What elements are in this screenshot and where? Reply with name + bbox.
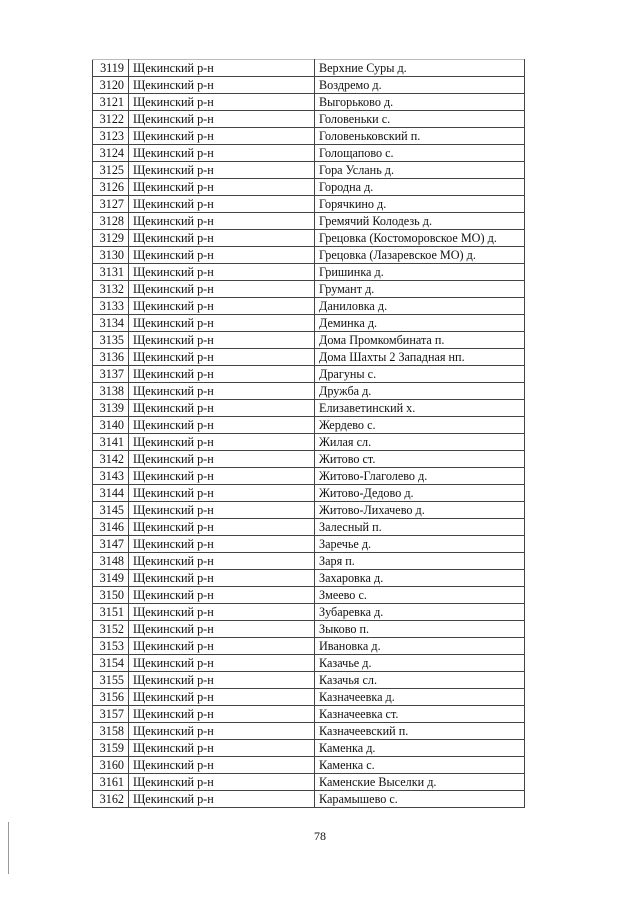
settlement-cell: Городна д. — [315, 179, 525, 196]
district-cell: Щекинский р-н — [129, 94, 315, 111]
district-cell: Щекинский р-н — [129, 621, 315, 638]
settlement-cell: Казачье д. — [315, 655, 525, 672]
row-number: 3127 — [93, 196, 129, 213]
district-cell: Щекинский р-н — [129, 774, 315, 791]
settlement-cell: Карамышево с. — [315, 791, 525, 808]
row-number: 3140 — [93, 417, 129, 434]
table-row — [93, 553, 525, 570]
settlement-cell: Казначеевский п. — [315, 723, 525, 740]
district-cell: Щекинский р-н — [129, 757, 315, 774]
district-cell: Щекинский р-н — [129, 434, 315, 451]
row-number: 3152 — [93, 621, 129, 638]
row-number: 3122 — [93, 111, 129, 128]
district-cell: Щекинский р-н — [129, 587, 315, 604]
district-cell: Щекинский р-н — [129, 230, 315, 247]
row-number: 3141 — [93, 434, 129, 451]
row-number: 3153 — [93, 638, 129, 655]
table-row — [93, 621, 525, 638]
table-row — [93, 281, 525, 298]
row-number: 3130 — [93, 247, 129, 264]
district-cell: Щекинский р-н — [129, 451, 315, 468]
settlement-cell: Головеньковский п. — [315, 128, 525, 145]
row-number: 3159 — [93, 740, 129, 757]
settlement-cell: Грецовка (Костоморовское МО) д. — [315, 230, 525, 247]
district-cell: Щекинский р-н — [129, 111, 315, 128]
district-cell: Щекинский р-н — [129, 638, 315, 655]
row-number: 3132 — [93, 281, 129, 298]
district-cell: Щекинский р-н — [129, 672, 315, 689]
district-cell: Щекинский р-н — [129, 791, 315, 808]
settlement-cell: Дома Промкомбината п. — [315, 332, 525, 349]
row-number: 3157 — [93, 706, 129, 723]
row-number: 3160 — [93, 757, 129, 774]
settlement-cell: Даниловка д. — [315, 298, 525, 315]
settlement-cell: Дружба д. — [315, 383, 525, 400]
district-cell: Щекинский р-н — [129, 77, 315, 94]
row-number: 3151 — [93, 604, 129, 621]
row-number: 3128 — [93, 213, 129, 230]
table-row — [93, 740, 525, 757]
row-number: 3133 — [93, 298, 129, 315]
row-number: 3134 — [93, 315, 129, 332]
table-row — [93, 162, 525, 179]
district-cell: Щекинский р-н — [129, 570, 315, 587]
table-row — [93, 366, 525, 383]
table-row — [93, 128, 525, 145]
table-row — [93, 94, 525, 111]
settlement-cell: Житово-Глаголево д. — [315, 468, 525, 485]
row-number: 3161 — [93, 774, 129, 791]
table-row — [93, 179, 525, 196]
page-number: 78 — [314, 829, 326, 843]
table-row — [93, 60, 525, 77]
row-number: 3123 — [93, 128, 129, 145]
district-cell: Щекинский р-н — [129, 315, 315, 332]
district-cell: Щекинский р-н — [129, 366, 315, 383]
table-row — [93, 757, 525, 774]
district-cell: Щекинский р-н — [129, 179, 315, 196]
table-row — [93, 723, 525, 740]
table-row — [93, 111, 525, 128]
table-row — [93, 672, 525, 689]
district-cell: Щекинский р-н — [129, 485, 315, 502]
district-cell: Щекинский р-н — [129, 604, 315, 621]
district-cell: Щекинский р-н — [129, 196, 315, 213]
district-cell: Щекинский р-н — [129, 383, 315, 400]
district-cell: Щекинский р-н — [129, 281, 315, 298]
row-number: 3119 — [93, 60, 129, 77]
table-row — [93, 502, 525, 519]
district-cell: Щекинский р-н — [129, 689, 315, 706]
settlement-cell: Захаровка д. — [315, 570, 525, 587]
settlement-cell: Житово ст. — [315, 451, 525, 468]
settlement-cell: Гришинка д. — [315, 264, 525, 281]
row-number: 3131 — [93, 264, 129, 281]
settlement-cell: Заречье д. — [315, 536, 525, 553]
table-row — [93, 604, 525, 621]
row-number: 3136 — [93, 349, 129, 366]
settlement-cell: Казначеевка ст. — [315, 706, 525, 723]
row-number: 3139 — [93, 400, 129, 417]
table-row — [93, 77, 525, 94]
table-row — [93, 706, 525, 723]
table-row — [93, 485, 525, 502]
table-row — [93, 468, 525, 485]
table-row — [93, 587, 525, 604]
settlement-cell: Змеево с. — [315, 587, 525, 604]
table-row — [93, 230, 525, 247]
settlement-cell: Выгорьково д. — [315, 94, 525, 111]
district-cell: Щекинский р-н — [129, 145, 315, 162]
table-row — [93, 264, 525, 281]
settlement-cell: Казачья сл. — [315, 672, 525, 689]
table-row — [93, 451, 525, 468]
settlement-cell: Головеньки с. — [315, 111, 525, 128]
table-row — [93, 638, 525, 655]
district-cell: Щекинский р-н — [129, 723, 315, 740]
settlement-cell: Каменские Выселки д. — [315, 774, 525, 791]
table-row — [93, 332, 525, 349]
settlement-cell: Елизаветинский х. — [315, 400, 525, 417]
row-number: 3135 — [93, 332, 129, 349]
district-cell: Щекинский р-н — [129, 502, 315, 519]
district-cell: Щекинский р-н — [129, 128, 315, 145]
row-number: 3142 — [93, 451, 129, 468]
table-row — [93, 315, 525, 332]
table-row — [93, 536, 525, 553]
settlement-cell: Горячкино д. — [315, 196, 525, 213]
table-row — [93, 774, 525, 791]
table-row — [93, 145, 525, 162]
row-number: 3158 — [93, 723, 129, 740]
settlement-cell: Грумант д. — [315, 281, 525, 298]
table-row — [93, 689, 525, 706]
district-cell: Щекинский р-н — [129, 162, 315, 179]
settlement-cell: Заря п. — [315, 553, 525, 570]
settlement-cell: Драгуны с. — [315, 366, 525, 383]
settlement-cell: Каменка с. — [315, 757, 525, 774]
row-number: 3147 — [93, 536, 129, 553]
settlement-cell: Житово-Лихачево д. — [315, 502, 525, 519]
district-cell: Щекинский р-н — [129, 655, 315, 672]
district-cell: Щекинский р-н — [129, 332, 315, 349]
district-cell: Щекинский р-н — [129, 349, 315, 366]
row-number: 3145 — [93, 502, 129, 519]
settlement-cell: Жердево с. — [315, 417, 525, 434]
district-cell: Щекинский р-н — [129, 264, 315, 281]
settlement-cell: Воздремо д. — [315, 77, 525, 94]
row-number: 3156 — [93, 689, 129, 706]
settlement-cell: Деминка д. — [315, 315, 525, 332]
table-row — [93, 196, 525, 213]
row-number: 3149 — [93, 570, 129, 587]
row-number: 3143 — [93, 468, 129, 485]
row-number: 3162 — [93, 791, 129, 808]
settlement-cell: Каменка д. — [315, 740, 525, 757]
settlement-cell: Казначеевка д. — [315, 689, 525, 706]
district-cell: Щекинский р-н — [129, 247, 315, 264]
row-number: 3144 — [93, 485, 129, 502]
row-number: 3121 — [93, 94, 129, 111]
row-number: 3129 — [93, 230, 129, 247]
table-row — [93, 791, 525, 808]
district-cell: Щекинский р-н — [129, 417, 315, 434]
table-row — [93, 434, 525, 451]
settlement-cell: Верхние Суры д. — [315, 60, 525, 77]
table-row — [93, 417, 525, 434]
table-row — [93, 570, 525, 587]
table-row — [93, 519, 525, 536]
district-cell: Щекинский р-н — [129, 213, 315, 230]
table-row — [93, 655, 525, 672]
table-row — [93, 247, 525, 264]
settlement-cell: Грецовка (Лазаревское МО) д. — [315, 247, 525, 264]
row-number: 3148 — [93, 553, 129, 570]
settlement-cell: Залесный п. — [315, 519, 525, 536]
settlement-cell: Гора Услань д. — [315, 162, 525, 179]
row-number: 3155 — [93, 672, 129, 689]
row-number: 3146 — [93, 519, 129, 536]
settlements-table — [92, 59, 525, 808]
district-cell: Щекинский р-н — [129, 536, 315, 553]
district-cell: Щекинский р-н — [129, 553, 315, 570]
district-cell: Щекинский р-н — [129, 740, 315, 757]
table-row — [93, 298, 525, 315]
district-cell: Щекинский р-н — [129, 60, 315, 77]
table-body — [93, 60, 525, 808]
settlement-cell: Голощапово с. — [315, 145, 525, 162]
settlement-cell: Житово-Дедово д. — [315, 485, 525, 502]
table-row — [93, 400, 525, 417]
district-cell: Щекинский р-н — [129, 519, 315, 536]
settlement-cell: Ивановка д. — [315, 638, 525, 655]
table-row — [93, 213, 525, 230]
table-row — [93, 349, 525, 366]
settlement-cell: Жилая сл. — [315, 434, 525, 451]
row-number: 3125 — [93, 162, 129, 179]
settlement-cell: Зыково п. — [315, 621, 525, 638]
row-number: 3124 — [93, 145, 129, 162]
district-cell: Щекинский р-н — [129, 400, 315, 417]
row-number: 3154 — [93, 655, 129, 672]
table-row — [93, 383, 525, 400]
settlement-cell: Дома Шахты 2 Западная нп. — [315, 349, 525, 366]
district-cell: Щекинский р-н — [129, 468, 315, 485]
row-number: 3126 — [93, 179, 129, 196]
row-number: 3150 — [93, 587, 129, 604]
row-number: 3138 — [93, 383, 129, 400]
row-number: 3137 — [93, 366, 129, 383]
settlement-cell: Гремячий Колодезь д. — [315, 213, 525, 230]
settlement-cell: Зубаревка д. — [315, 604, 525, 621]
district-cell: Щекинский р-н — [129, 706, 315, 723]
row-number: 3120 — [93, 77, 129, 94]
district-cell: Щекинский р-н — [129, 298, 315, 315]
